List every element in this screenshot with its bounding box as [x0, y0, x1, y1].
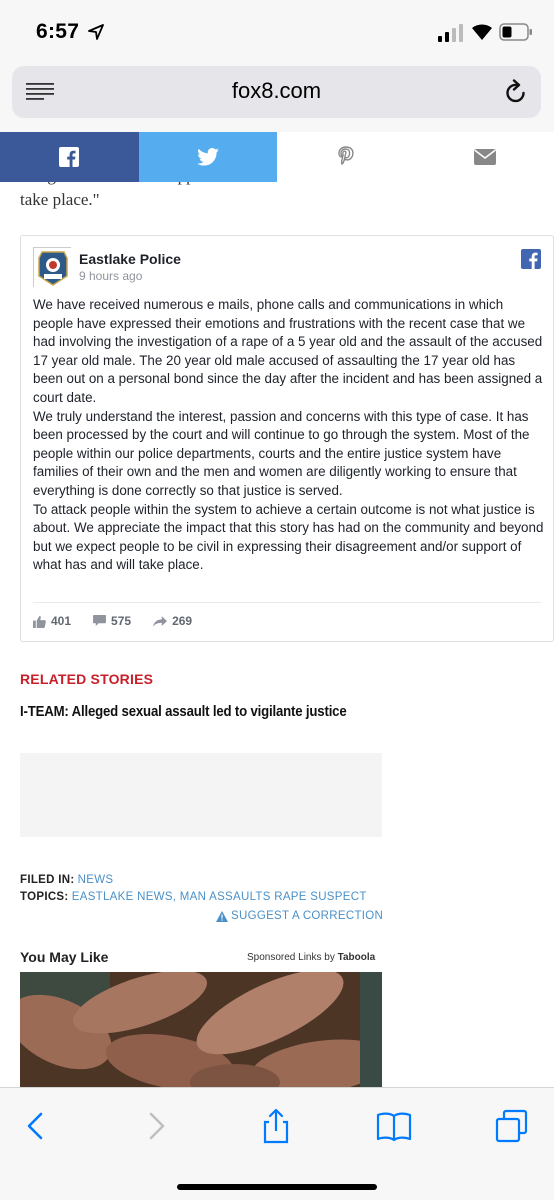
browser-address-area [0, 62, 554, 132]
cellular-signal-icon [438, 24, 464, 42]
post-paragraph: We truly understand the interest, passion and concerns with this type of case. It has been processed by the court and will continue to go through the system. Most of the people within our police departments, courts and the entire justice system have families of their own and the men and women are diligently working to ensure that everything is done correctly so that justice is served. [33, 408, 530, 498]
share-facebook-button[interactable] [0, 132, 139, 182]
comments-value: 575 [111, 614, 132, 628]
share-twitter-button[interactable] [139, 132, 278, 182]
facebook-logo-icon[interactable] [521, 249, 541, 269]
share-pinterest-button[interactable] [277, 132, 416, 182]
forward-icon[interactable] [139, 1108, 175, 1144]
you-may-like-heading: You May Like [20, 949, 109, 965]
sponsored-links[interactable] [247, 952, 375, 963]
reload-icon[interactable] [504, 79, 528, 105]
back-icon[interactable] [17, 1108, 53, 1144]
wifi-icon [470, 22, 494, 42]
thumbs-up-icon [33, 615, 46, 628]
suggest-correction-link[interactable] [216, 910, 383, 922]
divider [33, 602, 541, 603]
correction-label: SUGGEST A CORRECTION [231, 910, 384, 922]
status-bar [0, 0, 554, 62]
post-time[interactable]: 9 hours ago [79, 269, 143, 283]
police-badge-icon [34, 248, 72, 288]
post-body [33, 296, 547, 575]
post-paragraph: We have received numerous e mails, phone calls and communications in which people have expressed their emotions and frustrations with the recent case that we had involving the investigation of a rape of a 5 year old and the assault of the accused 17 year old male. The 20 year old male accused of assaulting the 17 year old has been out on a personal bond since the day after the incident and has been assigned a court date. [33, 297, 543, 405]
post-paragraph: To attack people within the system to achieve a certain outcome is not what justice is about. We appreciate the impact that this story has had on the community and beyond but we expect people to be civil in expressing their disagreement and/or support of what has and will take place. [33, 501, 544, 573]
ad-placeholder [20, 753, 382, 837]
related-stories-heading: RELATED STORIES [20, 671, 154, 687]
url-text[interactable]: fox8.com [231, 78, 322, 103]
sweet-potato-image [20, 972, 382, 1088]
topics-links[interactable]: EASTLAKE NEWS, MAN ASSAULTS RAPE SUSPECT [71, 891, 367, 903]
warning-icon [216, 911, 228, 922]
email-icon [474, 149, 496, 165]
topics-label: TOPICS: [20, 891, 69, 903]
post-stats [33, 614, 214, 628]
home-indicator [177, 1184, 377, 1190]
likes-value: 401 [51, 614, 72, 628]
likes-count[interactable] [33, 614, 71, 628]
topics [20, 891, 367, 903]
address-bar[interactable] [12, 66, 541, 118]
related-story-link[interactable]: I-TEAM: Alleged sexual assault led to vigilante justice [20, 703, 347, 720]
shares-value: 269 [172, 614, 193, 628]
taboola-brand: Taboola [337, 952, 376, 963]
tabs-icon[interactable] [494, 1108, 530, 1144]
status-time: 6:57 [36, 20, 80, 43]
share-email-button[interactable] [416, 132, 554, 182]
twitter-icon [197, 148, 219, 166]
comment-icon [93, 615, 106, 627]
article-text-end: take place." [20, 190, 100, 209]
location-arrow-icon [88, 24, 104, 40]
sponsored-image-sweet-potatoes[interactable] [20, 972, 382, 1088]
page-name[interactable]: Eastlake Police [79, 251, 181, 267]
filed-in [20, 874, 113, 886]
shares-count[interactable] [153, 614, 192, 628]
facebook-icon [59, 147, 79, 167]
battery-icon [499, 23, 533, 41]
filed-in-label: FILED IN: [20, 874, 75, 886]
page-avatar[interactable] [33, 247, 71, 287]
sponsored-prefix: Sponsored Links by [247, 952, 338, 963]
facebook-post-embed[interactable] [20, 235, 554, 642]
filed-in-link[interactable]: NEWS [77, 874, 114, 886]
share-arrow-icon [153, 616, 167, 627]
share-bar [0, 132, 554, 182]
pinterest-icon [337, 146, 355, 168]
bookmarks-icon[interactable] [376, 1108, 412, 1144]
comments-count[interactable] [93, 614, 131, 628]
share-icon[interactable] [258, 1108, 294, 1144]
